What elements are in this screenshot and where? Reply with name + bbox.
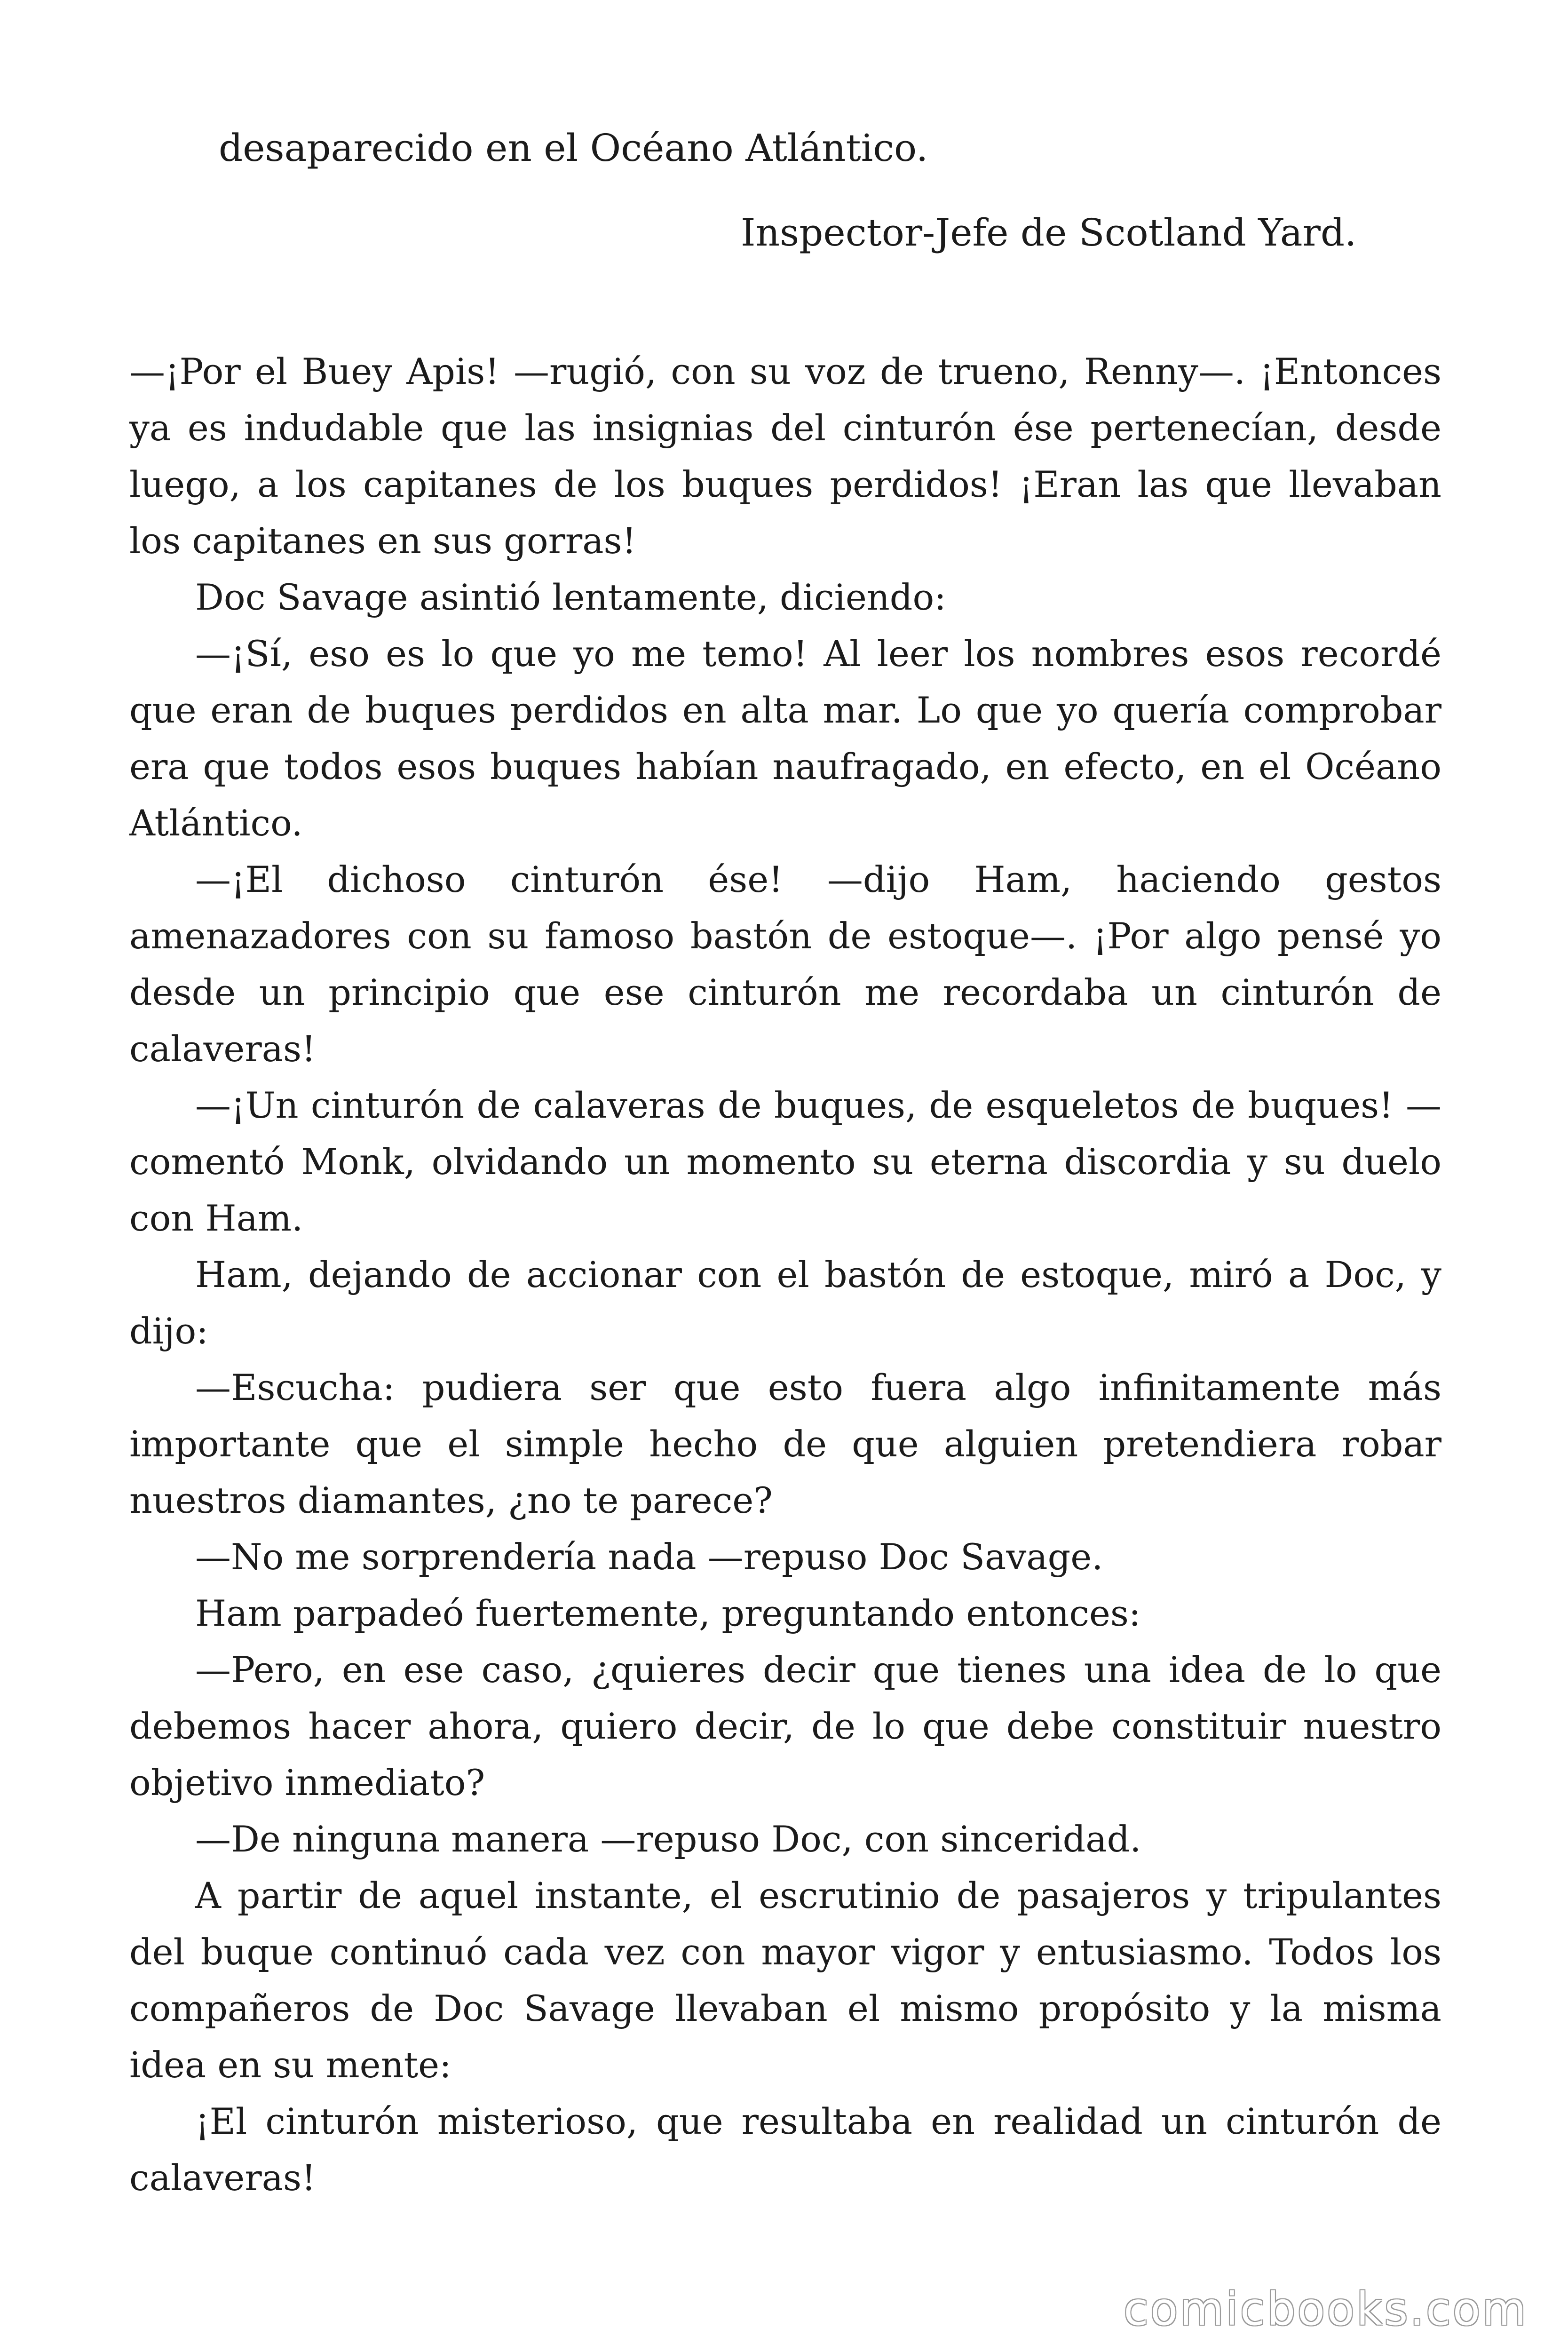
paragraph: —De ninguna manera —repuso Doc, con sinceridad. [195, 1818, 1141, 1860]
letter-signature: Inspector-Jefe de Scotland Yard. [741, 211, 1357, 254]
paragraph: Doc Savage asintió lentamente, diciendo: [195, 576, 946, 618]
paragraph: —¡Un cinturón de calaveras de buques, de esqueletos de buques! —comentó Monk, olvidando un momento su eterna discordia y su duelo con Ham. [129, 1084, 1441, 1239]
paragraph: —¡El dichoso cinturón ése! —dijo Ham, haciendo gestos amenazadores con su famoso bastón de estoque—. ¡Por algo pensé yo desde un principio que ese cinturón me recordaba un cinturón de calaveras! [129, 858, 1441, 1070]
paragraph: —No me sorprendería nada —repuso Doc Savage. [195, 1536, 1103, 1578]
paragraph: Ham parpadeó fuertemente, preguntando entonces: [195, 1592, 1141, 1634]
paragraph: A partir de aquel instante, el escrutinio de pasajeros y tripulantes del buque continuó cada vez con mayor vigor y entusiasmo. Todos los compañeros de Doc Savage llevaban el mismo propósito y la misma idea en su mente: [129, 1875, 1441, 2086]
paragraph: —Escucha: pudiera ser que esto fuera algo infinitamente más importante que el simple hecho de que alguien pretendiera robar nuestros diamantes, ¿no te parece? [129, 1367, 1441, 1521]
paragraph: ¡El cinturón misterioso, que resultaba en realidad un cinturón de calaveras! [129, 2100, 1441, 2199]
watermark: comicbooks.com [1123, 2283, 1528, 2336]
body-text [129, 343, 1441, 2206]
paragraph: —Pero, en ese caso, ¿quieres decir que tienes una idea de lo que debemos hacer ahora, quiero decir, de lo que debe constituir nuestro objetivo inmediato? [129, 1649, 1441, 1804]
book-page [129, 0, 1441, 2352]
paragraph: —¡Sí, eso es lo que yo me temo! Al leer los nombres esos recordé que eran de buques perdidos en alta mar. Lo que yo quería comprobar era que todos esos buques habían naufragado, en efecto, en el Océano Atlántico. [129, 633, 1441, 844]
paragraph: —¡Por el Buey Apis! —rugió, con su voz de trueno, Renny—. ¡Entonces ya es indudable que las insignias del cinturón ése pertenecían, desde luego, a los capitanes de los buques perdidos! ¡Eran las que llevaban los capitanes en sus gorras! [129, 350, 1441, 562]
letter-closing-line: desaparecido en el Océano Atlántico. [219, 126, 928, 170]
paragraph: Ham, dejando de accionar con el bastón de estoque, miró a Doc, y dijo: [129, 1254, 1441, 1352]
